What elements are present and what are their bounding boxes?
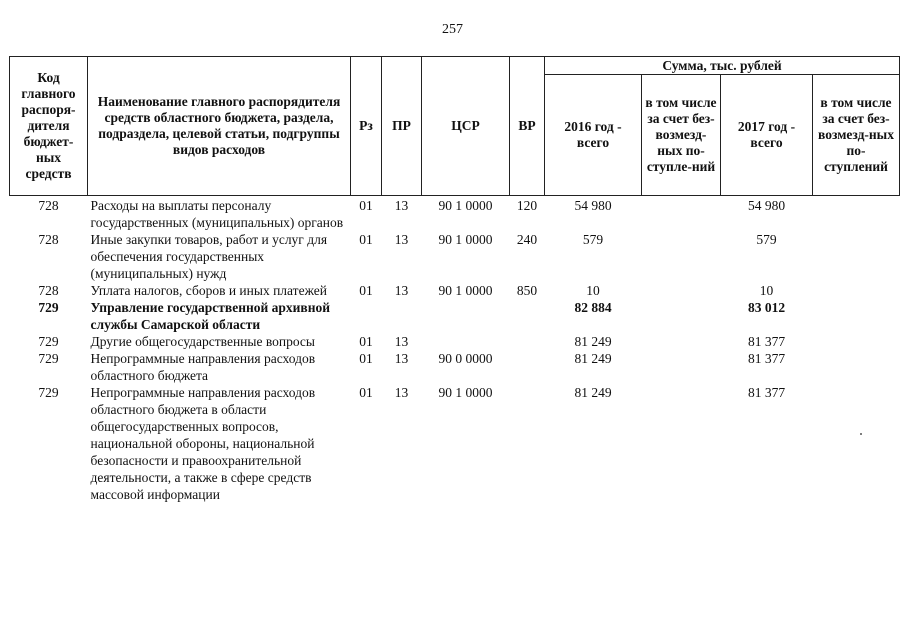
row-name: Уплата налогов, сборов и иных платежей [90, 283, 327, 298]
row-code: 729 [38, 300, 59, 315]
row-2017-free [813, 333, 900, 350]
row-2016-free [642, 299, 721, 333]
header-2017-total: 2017 год - всего [721, 75, 813, 196]
row-vr: 240 [516, 232, 538, 247]
row-rz [351, 299, 382, 333]
table-row [10, 196, 900, 232]
row-name: Непрограммные направления расходов областного бюджета [90, 351, 316, 383]
row-code: 729 [38, 385, 59, 400]
row-vr: 120 [516, 198, 538, 213]
row-csr: 90 1 0000 [438, 232, 493, 247]
row-2016-total: 81 249 [574, 334, 612, 349]
scan-speck [860, 433, 862, 435]
header-pr: ПР [382, 57, 422, 196]
row-2017-total: 81 377 [747, 334, 786, 349]
header-name: Наименование главного распорядителя средств областного бюджета, раздела, подраздела, целевой статьи, подгруппы видов расходов [88, 57, 351, 196]
row-2017-free [813, 384, 900, 503]
table-row [10, 231, 900, 282]
row-name: Иные закупки товаров, работ и услуг для обеспечения государственных (муниципальных) нужд [90, 232, 328, 281]
header-sum-title: Сумма, тыс. рублей [545, 57, 900, 75]
row-2016-total: 579 [582, 232, 604, 247]
header-code: Код главного распоря-дителя бюджет-ных средств [10, 57, 88, 196]
row-rz: 01 [359, 283, 373, 298]
row-vr [510, 299, 545, 333]
table-body [10, 196, 900, 504]
row-rz: 01 [359, 198, 373, 213]
row-rz: 01 [359, 351, 373, 366]
row-2016-total: 10 [586, 283, 600, 298]
row-pr [382, 299, 422, 333]
table-row [10, 333, 900, 350]
row-pr: 13 [394, 283, 409, 298]
row-name: Расходы на выплаты персоналу государственных (муниципальных) органов [90, 198, 344, 230]
table-header [10, 57, 900, 196]
row-2016-total: 54 980 [574, 198, 612, 213]
row-2016-free [642, 282, 721, 299]
row-csr [422, 333, 510, 350]
row-2017-free [813, 196, 900, 232]
row-2017-free [813, 231, 900, 282]
header-vr: ВР [510, 57, 545, 196]
row-2017-total: 83 012 [747, 300, 786, 315]
row-vr: 850 [516, 283, 538, 298]
row-vr [510, 350, 545, 384]
row-rz: 01 [359, 232, 373, 247]
page-number: 257 [442, 22, 463, 37]
row-2016-total: 81 249 [574, 385, 612, 400]
row-2017-total: 10 [759, 283, 774, 298]
budget-table [9, 56, 900, 503]
row-2016-free [642, 231, 721, 282]
row-2016-total: 81 249 [574, 351, 612, 366]
row-2016-free [642, 384, 721, 503]
row-pr: 13 [394, 385, 409, 400]
row-pr: 13 [394, 232, 409, 247]
row-2017-total: 81 377 [747, 351, 786, 366]
table-row [10, 384, 900, 503]
row-name: Непрограммные направления расходов областного бюджета в области общегосударственных вопросов, национальной обороны, национальной безопасности и правоохранительной деятельности, а также в сфере средств массовой информации [90, 385, 316, 502]
row-pr: 13 [394, 198, 409, 213]
header-rz: Рз [351, 57, 382, 196]
row-code: 728 [38, 198, 59, 213]
header-2017-free: в том числе за счет без-возмезд-ных по-ступлений [813, 75, 900, 196]
row-2017-free [813, 282, 900, 299]
row-vr [510, 333, 545, 350]
header-2016-free: в том числе за счет без-возмезд-ных по-ступле-ний [642, 75, 721, 196]
row-csr: 90 1 0000 [438, 283, 493, 298]
row-name: Управление государственной архивной службы Самарской области [90, 300, 331, 332]
row-csr: 90 0 0000 [438, 351, 493, 366]
row-2017-total: 579 [756, 232, 777, 247]
row-pr: 13 [394, 351, 409, 366]
row-2016-free [642, 350, 721, 384]
table-row-section [10, 299, 900, 333]
row-rz: 01 [359, 385, 373, 400]
row-rz: 01 [359, 334, 373, 349]
table-row [10, 350, 900, 384]
row-code: 729 [38, 351, 59, 366]
row-2017-free [813, 350, 900, 384]
row-code: 728 [38, 283, 59, 298]
row-2017-free [813, 299, 900, 333]
row-pr: 13 [394, 334, 409, 349]
row-name: Другие общегосударственные вопросы [90, 334, 315, 349]
row-csr: 90 1 0000 [438, 385, 493, 400]
row-2017-total: 54 980 [747, 198, 786, 213]
row-csr [422, 299, 510, 333]
header-2016-total: 2016 год - всего [545, 75, 642, 196]
table-row [10, 282, 900, 299]
row-2017-total: 81 377 [747, 385, 786, 400]
row-2016-free [642, 333, 721, 350]
row-csr: 90 1 0000 [438, 198, 493, 213]
row-code: 729 [38, 334, 59, 349]
row-2016-total: 82 884 [574, 300, 612, 315]
row-code: 728 [38, 232, 59, 247]
header-csr: ЦСР [422, 57, 510, 196]
row-2016-free [642, 196, 721, 232]
row-vr [510, 384, 545, 503]
